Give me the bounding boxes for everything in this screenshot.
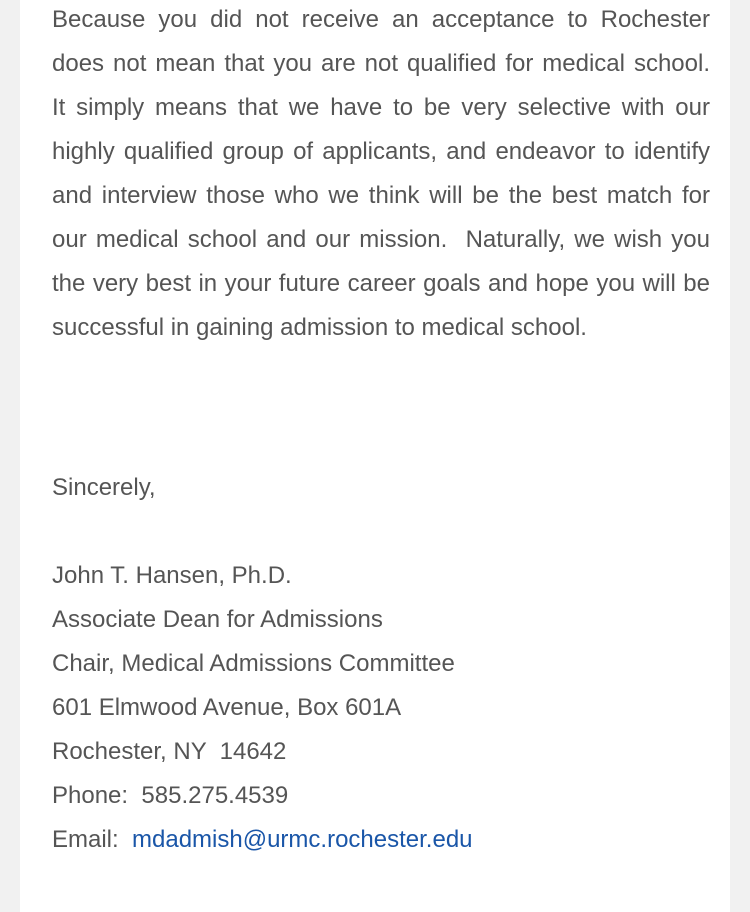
- email-message-body: [20, 0, 730, 912]
- signature-address: 601 Elmwood Avenue, Box 601A: [52, 694, 402, 721]
- email-link[interactable]: mdadmish@urmc.rochester.edu: [132, 826, 473, 853]
- closing-salutation: Sincerely,: [52, 474, 156, 501]
- email-label: Email:: [52, 826, 133, 853]
- body-paragraph: Because you did not receive an acceptance to Rochester does not mean that you are not qualified for medical school. It simply means that we have to be very selective with our highly qualified group of applicants, and endeavor to identify and interview those who we think will be the best match for our medical school and our mission. Naturally, we wish you the very best in your future career goals and hope you will be successful in gaining admission to medical school.: [52, 6, 724, 341]
- phone-number[interactable]: 585.275.4539: [141, 782, 289, 809]
- signature-block: [52, 554, 473, 862]
- signature-email-line: [52, 818, 473, 862]
- signature-city: Rochester, NY 14642: [52, 738, 287, 765]
- signature-name: John T. Hansen, Ph.D.: [52, 562, 292, 589]
- signature-phone-line: [52, 774, 473, 818]
- letter-content: [52, 0, 724, 853]
- phone-label: Phone:: [52, 782, 142, 809]
- signature-role: Chair, Medical Admissions Committee: [52, 650, 455, 677]
- signature-title: Associate Dean for Admissions: [52, 606, 383, 633]
